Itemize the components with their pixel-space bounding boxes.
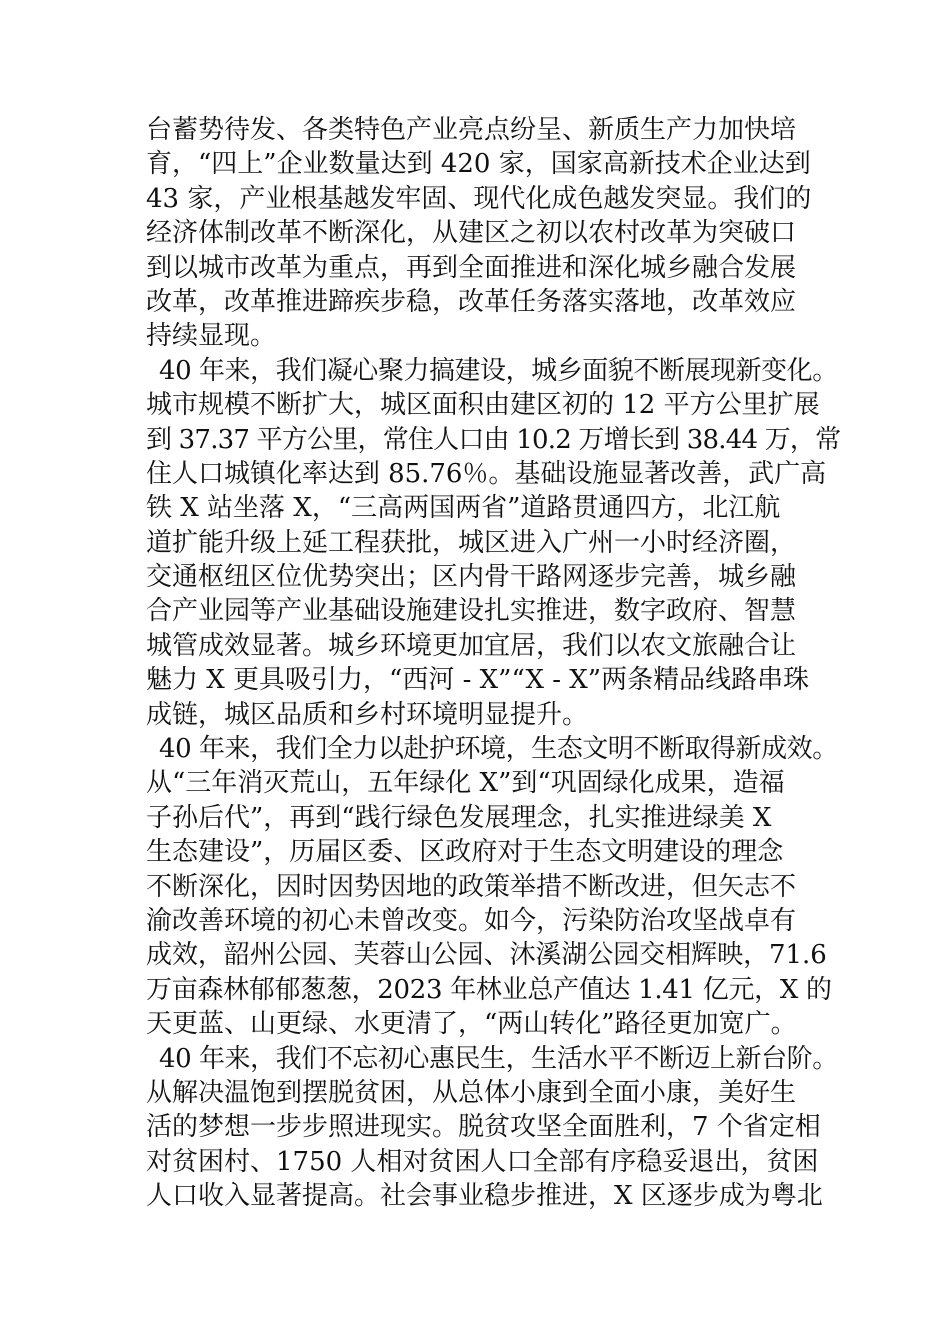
text-line: 道扩能升级上延工程获批，城区进入广州一小时经济圈， (146, 527, 797, 558)
paragraph (146, 732, 838, 1042)
text-line: 活的梦想一步步照进现实。脱贫攻坚全面胜利，7 个省定相 (146, 1112, 821, 1143)
text-line: 40 年来，我们不忘初心惠民生，生活水平不断迈上新台阶。 (159, 1043, 838, 1074)
text-line: 魅力 X 更具吸引力，“西河 - X”“X - X”两条精品线路串珠 (146, 665, 810, 696)
text-line: 成链，城区品质和乡村环境明显提升。 (146, 699, 589, 730)
text-line: 铁 X 站坐落 X，“三高两国两省”道路贯通四方，北江航 (146, 493, 781, 524)
text-line: 40 年来，我们凝心聚力搞建设，城乡面貌不断展现新变化。 (159, 355, 838, 386)
text-line: 从“三年消灭荒山，五年绿化 X”到“巩固绿化成果，造福 (146, 768, 785, 799)
text-line: 子孙后代”，再到“践行绿色发展理念，扎实推进绿美 X (146, 802, 772, 833)
paragraph (146, 113, 826, 354)
text-line: 台蓄势待发、各类特色产业亮点纷呈、新质生产力加快培 (146, 115, 797, 145)
text-line: 43 家，产业根基越发牢固、现代化成色越发突显。我们的 (146, 183, 812, 214)
text-line: 持续显现。 (146, 321, 277, 352)
text-line: 城管成效显著。城乡环境更加宜居，我们以农文旅融合让 (146, 630, 797, 661)
text-line: 住人口城镇化率达到 85.76％。基础设施显著改善，武广高 (146, 458, 827, 489)
text-line: 生态建设”，历届区委、区政府对于生态文明建设的理念 (146, 837, 784, 868)
text-line: 对贫困村、1750 人相对贫困人口全部有序稳妥退出，贫困 (146, 1146, 819, 1177)
text-line: 天更蓝、山更绿、水更清了，“两山转化”路径更加宽广。 (146, 1009, 797, 1040)
text-line: 到以城市改革为重点，再到全面推进和深化城乡融合发展 (146, 252, 797, 283)
text-line: 育，“四上”企业数量达到 420 家，国家高新技术企业达到 (146, 149, 811, 180)
text-line: 不断深化，因时因势因地的政策举措不断改进，但矢志不 (146, 871, 797, 902)
text-line: 万亩森林郁郁葱葱，2023 年林业总产值达 1.41 亿元，X 的 (146, 974, 832, 1005)
paragraph (146, 354, 841, 732)
text-line: 到 37.37 平方公里，常住人口由 10.2 万增长到 38.44 万，常 (146, 424, 841, 455)
text-line: 从解决温饱到摆脱贫困，从总体小康到全面小康，美好生 (146, 1077, 797, 1108)
text-line: 改革，改革推进蹄疾步稳，改革任务落实落地，改革效应 (146, 286, 797, 317)
text-line: 成效，韶州公园、芙蓉山公园、沐溪湖公园交相辉映，71.6 (146, 940, 827, 971)
text-line: 交通枢纽区位优势突出；区内骨干路网逐步完善，城乡融 (146, 562, 797, 593)
text-line: 人口收入显著提高。社会事业稳步推进，X 区逐步成为粤北 (146, 1181, 823, 1212)
text-line: 城市规模不断扩大，城区面积由建区初的 12 平方公里扩展 (146, 390, 820, 421)
text-line: 渝改善环境的初心未曾改变。如今，污染防治攻坚战卓有 (146, 905, 797, 936)
text-line: 合产业园等产业基础设施建设扎实推进，数字政府、智慧 (146, 596, 797, 627)
paragraph (146, 1042, 838, 1214)
body-text (146, 113, 841, 1214)
text-line: 40 年来，我们全力以赴护环境，生态文明不断取得新成效。 (159, 734, 838, 765)
text-line: 经济体制改革不断深化，从建区之初以农村改革为突破口 (146, 218, 797, 249)
